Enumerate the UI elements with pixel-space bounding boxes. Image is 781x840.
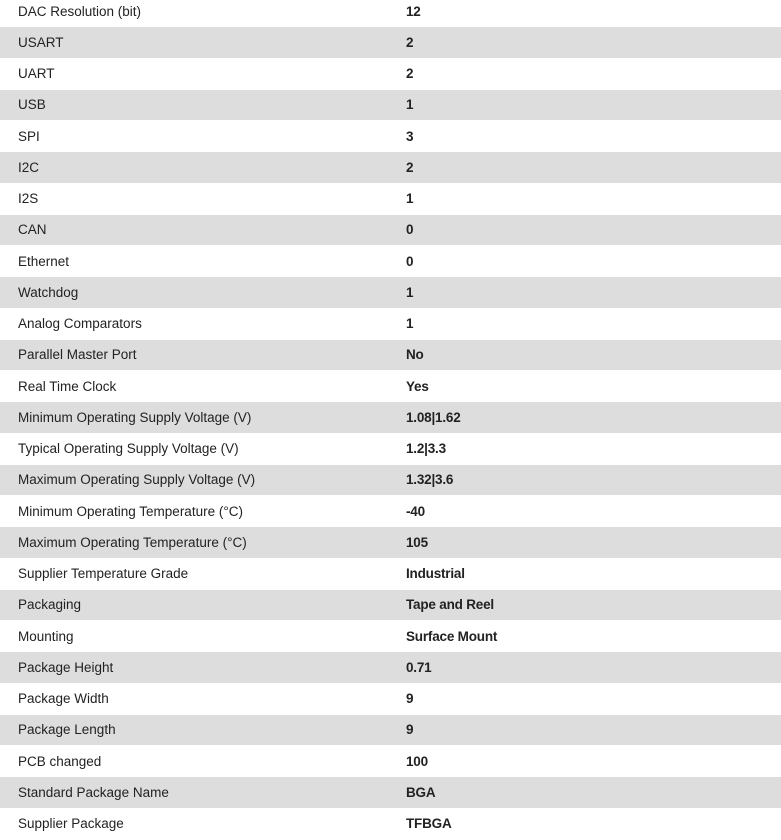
spec-label: I2C xyxy=(18,159,40,175)
spec-row-supplier-package xyxy=(0,809,781,840)
spec-value: 105 xyxy=(406,534,428,550)
spec-label: Minimum Operating Supply Voltage (V) xyxy=(18,409,252,425)
spec-label: UART xyxy=(18,66,55,82)
spec-label: CAN xyxy=(18,222,47,238)
spec-row-i2c xyxy=(0,152,781,183)
spec-value: TFBGA xyxy=(406,816,452,832)
spec-label: USB xyxy=(18,97,46,113)
spec-value: Yes xyxy=(406,378,429,394)
spec-row-min-supply-voltage xyxy=(0,402,781,433)
spec-value: 1.2|3.3 xyxy=(406,441,446,457)
spec-value: 2 xyxy=(406,34,414,50)
spec-value: 0 xyxy=(406,222,414,238)
spec-value: Industrial xyxy=(406,566,465,582)
spec-value: 2 xyxy=(406,159,414,175)
spec-value: 9 xyxy=(406,691,414,707)
spec-row-real-time-clock xyxy=(0,371,781,402)
spec-label: Supplier Package xyxy=(18,816,124,832)
spec-label: Analog Comparators xyxy=(18,316,142,332)
spec-label: Parallel Master Port xyxy=(18,347,137,363)
spec-label: Packaging xyxy=(18,597,82,613)
spec-row-packaging xyxy=(0,590,781,621)
spec-row-i2s xyxy=(0,184,781,215)
spec-row-typ-supply-voltage xyxy=(0,434,781,465)
spec-label: DAC Resolution (bit) xyxy=(18,3,142,19)
spec-value: No xyxy=(406,347,424,363)
spec-label: Package Height xyxy=(18,659,114,675)
spec-value: 1 xyxy=(406,316,414,332)
spec-value: Surface Mount xyxy=(406,628,498,644)
spec-label: PCB changed xyxy=(18,753,102,769)
spec-value: 1 xyxy=(406,191,414,207)
spec-label: Mounting xyxy=(18,628,74,644)
spec-value: 12 xyxy=(406,3,421,19)
spec-row-max-supply-voltage xyxy=(0,465,781,496)
spec-row-spi xyxy=(0,121,781,152)
spec-label: Supplier Temperature Grade xyxy=(18,566,189,582)
spec-row-max-temperature xyxy=(0,527,781,558)
spec-row-parallel-master-port xyxy=(0,340,781,371)
spec-row-package-length xyxy=(0,715,781,746)
spec-row-package-width xyxy=(0,684,781,715)
spec-row-pcb-changed xyxy=(0,746,781,777)
spec-row-temperature-grade xyxy=(0,559,781,590)
spec-label: Watchdog xyxy=(18,284,79,300)
spec-value: 2 xyxy=(406,66,414,82)
spec-label: Maximum Operating Supply Voltage (V) xyxy=(18,472,256,488)
spec-value: 1 xyxy=(406,284,414,300)
spec-row-standard-package-name xyxy=(0,777,781,808)
spec-value: BGA xyxy=(406,784,436,800)
spec-value: 0 xyxy=(406,253,414,269)
spec-row-usart xyxy=(0,27,781,58)
spec-value: 1.08|1.62 xyxy=(406,409,461,425)
spec-value: 1 xyxy=(406,97,414,113)
spec-label: Typical Operating Supply Voltage (V) xyxy=(18,441,239,457)
spec-value: -40 xyxy=(406,503,425,519)
spec-value: 1.32|3.6 xyxy=(406,472,454,488)
spec-label: SPI xyxy=(18,128,40,144)
spec-value: Tape and Reel xyxy=(406,597,494,613)
spec-label: Package Width xyxy=(18,691,109,707)
spec-label: USART xyxy=(18,34,64,50)
spec-value: 9 xyxy=(406,722,414,738)
spec-row-dac-resolution xyxy=(0,0,781,27)
spec-row-usb xyxy=(0,90,781,121)
spec-row-package-height xyxy=(0,652,781,683)
spec-row-mounting xyxy=(0,621,781,652)
spec-label: Maximum Operating Temperature (°C) xyxy=(18,534,247,550)
spec-label: Minimum Operating Temperature (°C) xyxy=(18,503,243,519)
spec-value: 0.71 xyxy=(406,659,432,675)
spec-label: Package Length xyxy=(18,722,116,738)
spec-label: I2S xyxy=(18,191,39,207)
spec-row-uart xyxy=(0,59,781,90)
spec-row-can xyxy=(0,215,781,246)
spec-row-min-temperature xyxy=(0,496,781,527)
spec-row-analog-comparators xyxy=(0,309,781,340)
spec-row-watchdog xyxy=(0,277,781,308)
spec-label: Ethernet xyxy=(18,253,70,269)
spec-value: 3 xyxy=(406,128,414,144)
spec-value: 100 xyxy=(406,753,428,769)
spec-row-ethernet xyxy=(0,246,781,277)
spec-label: Real Time Clock xyxy=(18,378,117,394)
spec-label: Standard Package Name xyxy=(18,784,169,800)
